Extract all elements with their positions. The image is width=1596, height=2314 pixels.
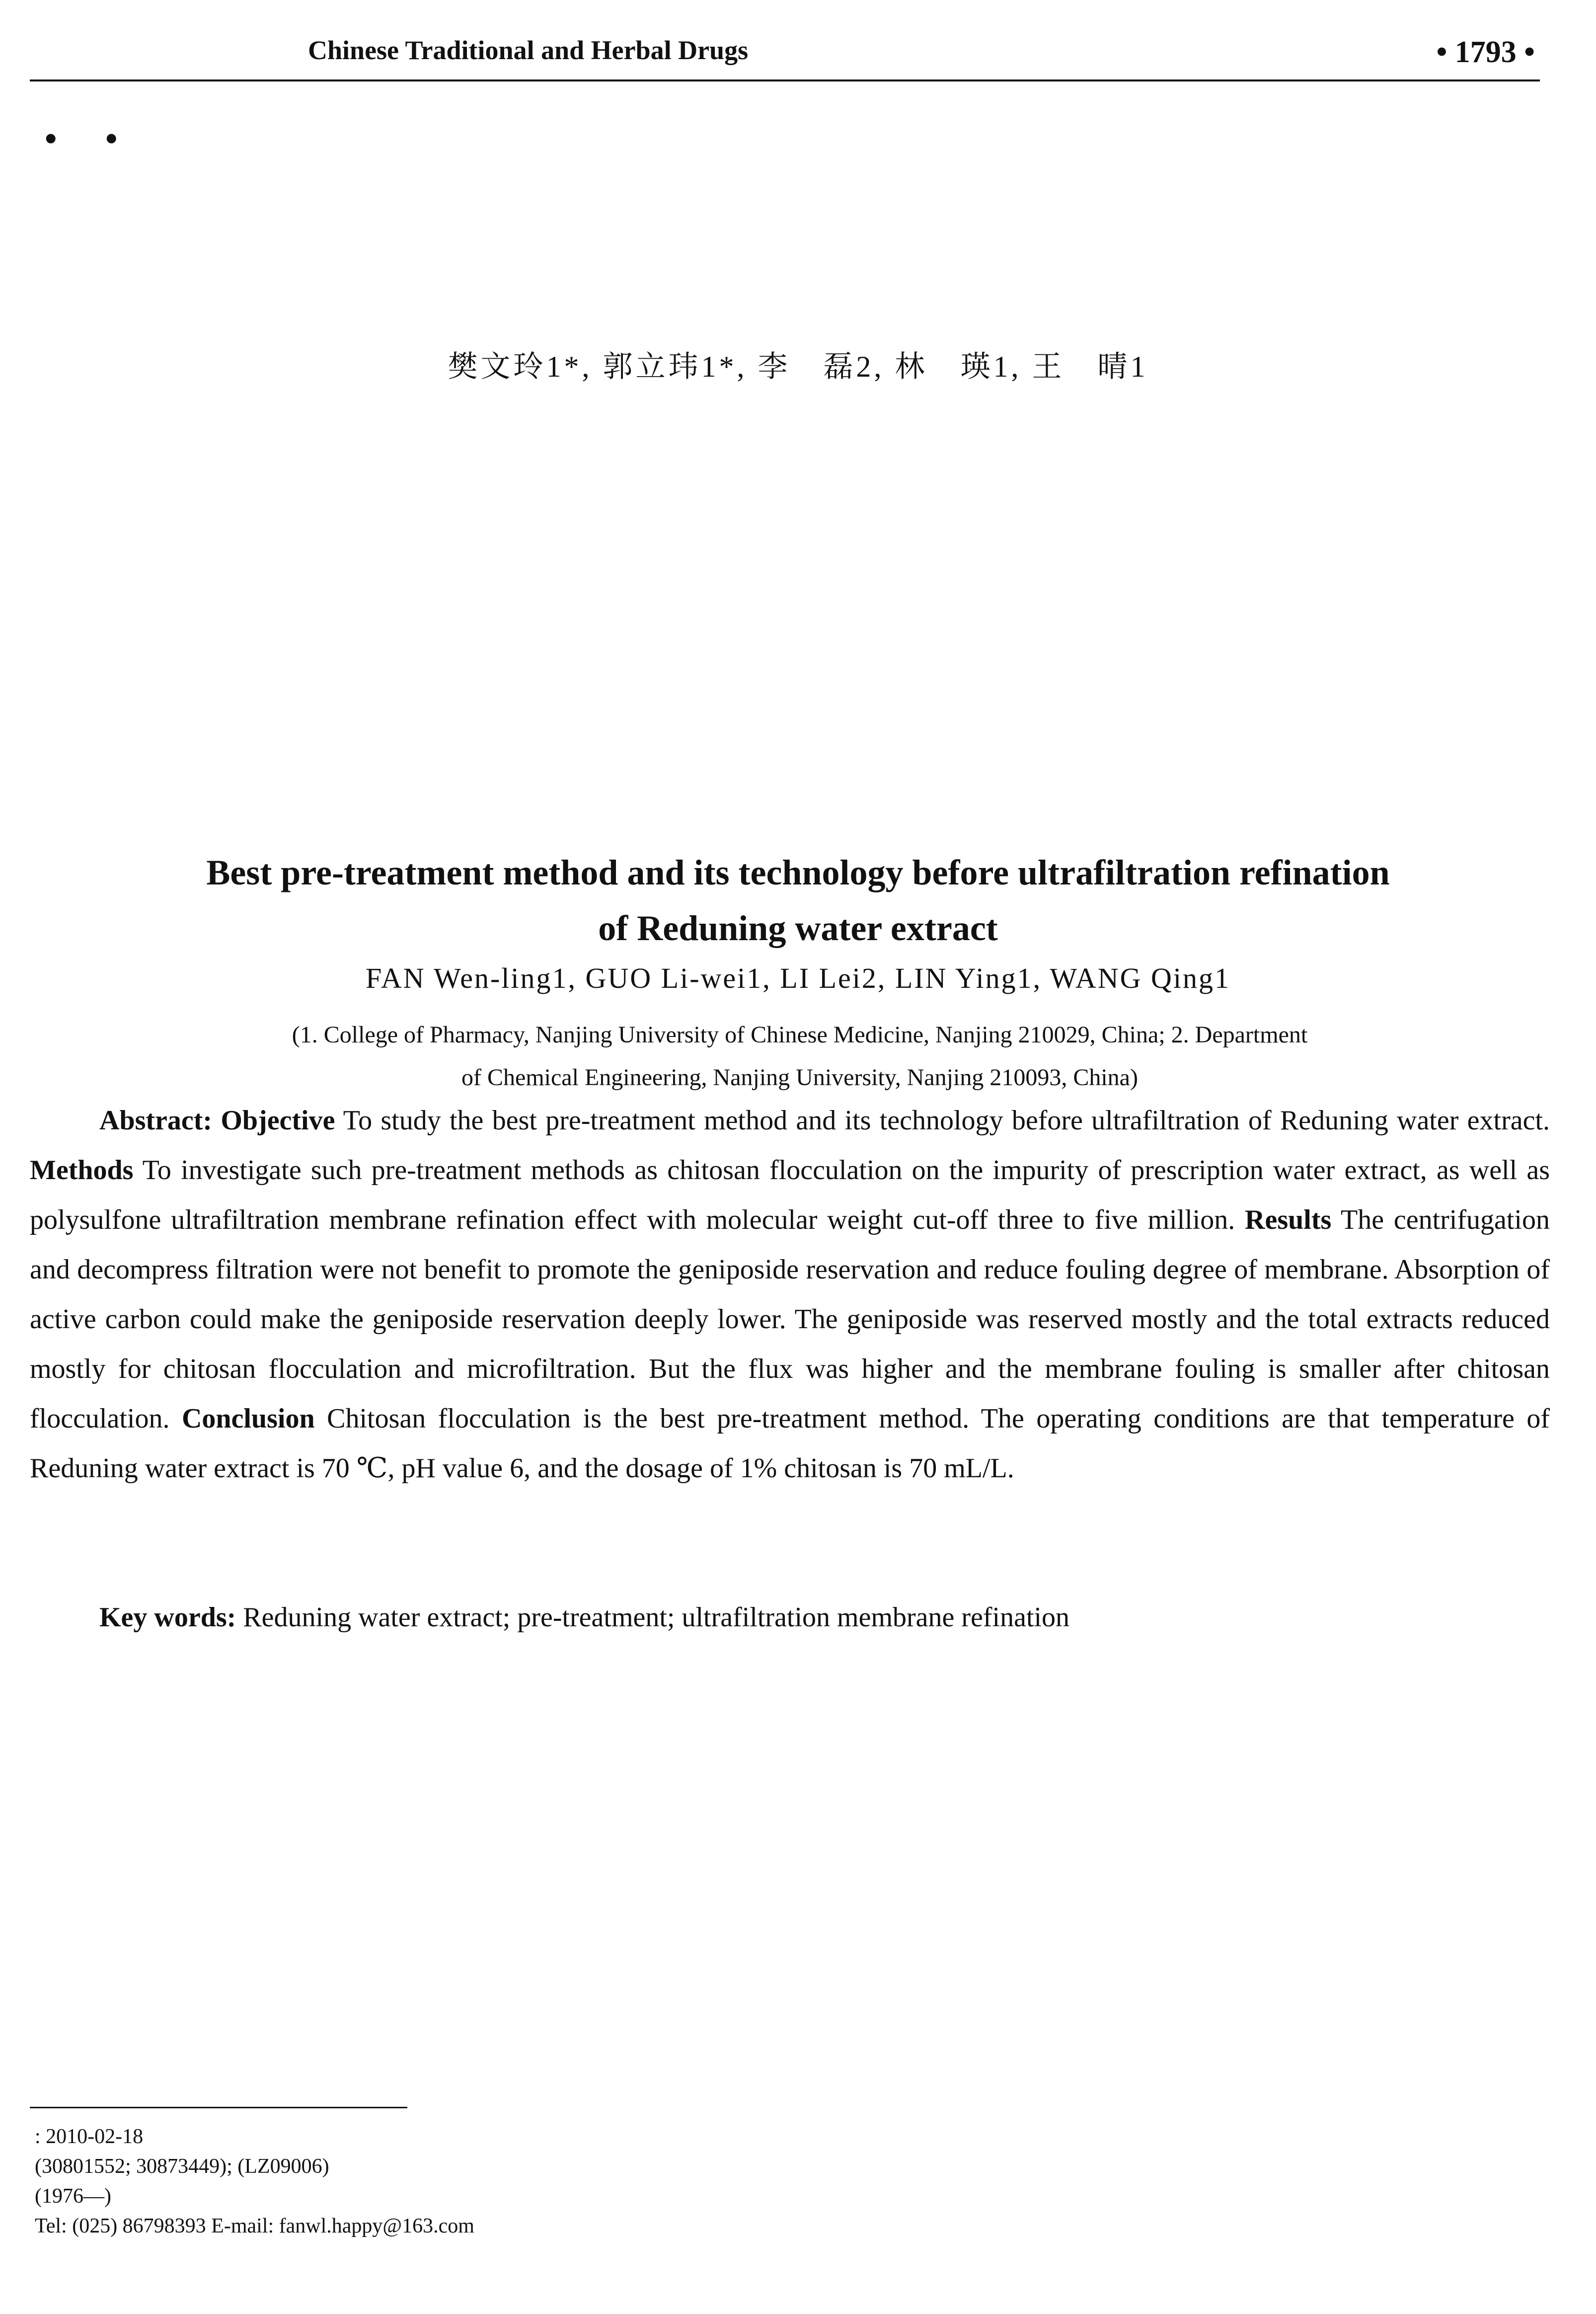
- results-label: Results: [1245, 1204, 1332, 1235]
- footnote-divider: [30, 2107, 407, 2108]
- conclusion-label: Conclusion: [181, 1403, 315, 1434]
- section-label: • •: [45, 120, 138, 158]
- keywords-text: Reduning water extract; pre-treatment; ultrafiltration membrane refination: [243, 1602, 1070, 1633]
- page-number: • 1793 •: [1436, 35, 1535, 69]
- author-bio: (1976—): [35, 2185, 111, 2208]
- objective-text: To study the best pre-treatment method and its technology before ultrafiltration of Reduning water extract.: [343, 1105, 1550, 1136]
- english-authors: FAN Wen-ling1, GUO Li-wei1, LI Lei2, LIN Ying1, WANG Qing1: [365, 962, 1231, 994]
- english-keywords: [30, 1593, 1550, 1642]
- english-title: [0, 845, 1596, 956]
- affiliation-line-2: of Chemical Engineering, Nanjing University, Nanjing 210093, China): [461, 1064, 1138, 1091]
- chinese-authors: 樊文玲1*, 郭立玮1*, 李 磊2, 林 瑛1, 王 晴1: [448, 350, 1148, 383]
- english-title-line-1: Best pre-treatment method and its technology before ultrafiltration refination: [206, 853, 1390, 892]
- contact-info: Tel: (025) 86798393 E-mail: fanwl.happy@163.com: [35, 2215, 474, 2237]
- results-text: The centrifugation and decompress filtration were not benefit to promote the geniposide reservation and reduce fouling degree of membrane. Absorption of active carbon could make the geniposide reservation deeply lower. The geniposide was reserved mostly and the total extracts reduced mostly for chitosan flocculation and microfiltration. But the flux was higher and the membrane fouling is smaller after chitosan flocculation.: [30, 1204, 1550, 1434]
- footnote: [35, 2122, 474, 2241]
- journal-name: Chinese Traditional and Herbal Drugs: [308, 35, 749, 65]
- affiliation-line-1: (1. College of Pharmacy, Nanjing University of Chinese Medicine, Nanjing 210029, China; 2. Department: [292, 1022, 1308, 1048]
- abstract-label: Abstract:: [99, 1105, 213, 1136]
- methods-text: To investigate such pre-treatment methods as chitosan flocculation on the impurity of prescription water extract, as well as polysulfone ultrafiltration membrane refination effect with molecular weight cut-off three to five million.: [30, 1155, 1550, 1235]
- running-header: [30, 25, 1540, 81]
- keywords-label: Key words:: [99, 1602, 236, 1633]
- conclusion-text: Chitosan flocculation is the best pre-treatment method. The operating conditions are that temperature of Reduning water extract is 70 ℃, pH value 6, and the dosage of 1% chitosan is 70 mL/L.: [30, 1403, 1550, 1484]
- english-affiliations: [75, 1014, 1525, 1099]
- funding-info: (30801552; 30873449); (LZ09006): [35, 2155, 329, 2178]
- english-abstract: [30, 1096, 1550, 1493]
- objective-label: Objective: [221, 1105, 335, 1136]
- english-title-line-2: of Reduning water extract: [598, 908, 998, 948]
- methods-label: Methods: [30, 1155, 134, 1186]
- received-date: : 2010-02-18: [35, 2125, 144, 2148]
